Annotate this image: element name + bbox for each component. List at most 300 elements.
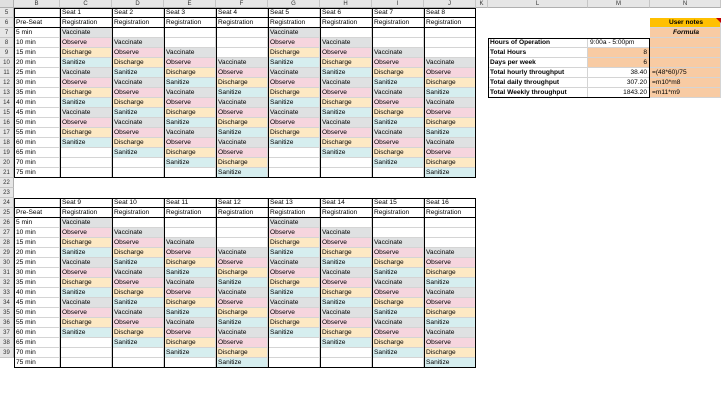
schedule-cell[interactable]: Discharge <box>268 278 320 288</box>
row-header-31[interactable]: 31 <box>0 268 14 278</box>
schedule-cell[interactable] <box>60 158 112 168</box>
schedule-cell[interactable]: Discharge <box>112 328 164 338</box>
schedule-cell[interactable]: Vaccinate <box>424 58 476 68</box>
schedule-cell[interactable]: Observe <box>372 98 424 108</box>
schedule-cell[interactable]: Sanitize <box>372 268 424 278</box>
schedule-cell[interactable]: Vaccinate <box>372 128 424 138</box>
schedule-cell[interactable]: Discharge <box>320 328 372 338</box>
schedule-cell[interactable]: Vaccinate <box>424 328 476 338</box>
row-header-22[interactable]: 22 <box>0 178 14 188</box>
schedule-cell[interactable]: Discharge <box>60 278 112 288</box>
schedule-cell[interactable]: Observe <box>268 308 320 318</box>
seat-header[interactable]: Seat 15 <box>372 198 424 208</box>
schedule-cell[interactable] <box>216 48 268 58</box>
schedule-cell[interactable]: Sanitize <box>268 328 320 338</box>
schedule-cell[interactable]: Registration <box>320 208 372 218</box>
schedule-cell[interactable]: Vaccinate <box>216 138 268 148</box>
schedule-cell[interactable]: Discharge <box>372 68 424 78</box>
schedule-cell[interactable]: Registration <box>216 18 268 28</box>
schedule-cell[interactable]: Discharge <box>424 118 476 128</box>
schedule-cell[interactable]: Sanitize <box>112 258 164 268</box>
schedule-cell[interactable]: Observe <box>112 88 164 98</box>
summary-value[interactable]: 8 <box>588 48 650 58</box>
schedule-cell[interactable]: Observe <box>372 288 424 298</box>
schedule-cell[interactable]: Observe <box>216 298 268 308</box>
schedule-cell[interactable] <box>60 338 112 348</box>
schedule-cell[interactable]: Vaccinate <box>320 38 372 48</box>
schedule-cell[interactable] <box>372 28 424 38</box>
schedule-cell[interactable]: Sanitize <box>112 148 164 158</box>
column-header-m[interactable]: M <box>588 0 650 8</box>
time-slot-cell[interactable]: 30 min <box>14 268 60 278</box>
schedule-cell[interactable] <box>268 148 320 158</box>
schedule-cell[interactable]: Vaccinate <box>424 248 476 258</box>
row-header-37[interactable]: 37 <box>0 328 14 338</box>
schedule-cell[interactable]: Vaccinate <box>60 108 112 118</box>
summary-value[interactable]: 307.20 <box>588 78 650 88</box>
schedule-cell[interactable]: Observe <box>320 238 372 248</box>
row-header-27[interactable]: 27 <box>0 228 14 238</box>
summary-label[interactable]: Hours of Operation <box>488 38 588 48</box>
schedule-cell[interactable]: Sanitize <box>320 338 372 348</box>
schedule-cell[interactable]: Sanitize <box>372 308 424 318</box>
schedule-cell[interactable]: Registration <box>164 18 216 28</box>
schedule-cell[interactable]: Sanitize <box>424 358 476 368</box>
summary-formula[interactable]: =m10*m8 <box>650 78 721 88</box>
schedule-cell[interactable]: Vaccinate <box>112 228 164 238</box>
row-header-35[interactable]: 35 <box>0 308 14 318</box>
schedule-cell[interactable] <box>216 228 268 238</box>
schedule-cell[interactable]: Registration <box>268 208 320 218</box>
schedule-cell[interactable]: Sanitize <box>60 328 112 338</box>
time-slot-cell[interactable]: 50 min <box>14 118 60 128</box>
schedule-cell[interactable] <box>112 348 164 358</box>
schedule-cell[interactable] <box>424 228 476 238</box>
schedule-cell[interactable]: Vaccinate <box>60 28 112 38</box>
schedule-cell[interactable]: Observe <box>268 268 320 278</box>
time-slot-cell[interactable]: 45 min <box>14 108 60 118</box>
schedule-cell[interactable]: Sanitize <box>372 78 424 88</box>
schedule-cell[interactable]: Sanitize <box>424 128 476 138</box>
schedule-cell[interactable]: Discharge <box>268 88 320 98</box>
seat-header[interactable]: Seat 16 <box>424 198 476 208</box>
row-header-34[interactable]: 34 <box>0 298 14 308</box>
schedule-cell[interactable]: Sanitize <box>164 78 216 88</box>
seat-header[interactable]: Seat 10 <box>112 198 164 208</box>
schedule-cell[interactable]: Vaccinate <box>268 28 320 38</box>
schedule-cell[interactable]: Observe <box>268 118 320 128</box>
schedule-cell[interactable]: Sanitize <box>372 158 424 168</box>
seat-header[interactable]: Seat 14 <box>320 198 372 208</box>
schedule-cell[interactable] <box>112 158 164 168</box>
schedule-cell[interactable]: Vaccinate <box>268 298 320 308</box>
schedule-cell[interactable] <box>112 28 164 38</box>
schedule-cell[interactable]: Vaccinate <box>112 268 164 278</box>
summary-formula[interactable]: =(48*60)/75 <box>650 68 721 78</box>
column-header-i[interactable]: I <box>372 0 424 8</box>
schedule-cell[interactable]: Discharge <box>372 258 424 268</box>
row-header-32[interactable]: 32 <box>0 278 14 288</box>
schedule-cell[interactable]: Registration <box>216 208 268 218</box>
time-slot-cell[interactable]: 50 min <box>14 308 60 318</box>
schedule-cell[interactable]: Vaccinate <box>164 48 216 58</box>
schedule-cell[interactable]: Observe <box>60 228 112 238</box>
time-slot-cell[interactable]: 55 min <box>14 128 60 138</box>
schedule-cell[interactable]: Sanitize <box>112 108 164 118</box>
schedule-cell[interactable]: Observe <box>164 98 216 108</box>
summary-label[interactable]: Total hourly throughput <box>488 68 588 78</box>
time-slot-cell[interactable]: 65 min <box>14 338 60 348</box>
schedule-cell[interactable]: Discharge <box>320 138 372 148</box>
schedule-cell[interactable]: Sanitize <box>424 278 476 288</box>
row-header-30[interactable]: 30 <box>0 258 14 268</box>
schedule-cell[interactable]: Discharge <box>164 298 216 308</box>
user-notes-header[interactable]: User notes <box>650 18 721 28</box>
time-slot-cell[interactable]: 35 min <box>14 278 60 288</box>
schedule-cell[interactable]: Discharge <box>164 148 216 158</box>
row-header-14[interactable]: 14 <box>0 98 14 108</box>
schedule-cell[interactable]: Vaccinate <box>216 328 268 338</box>
seat-header[interactable]: Seat 4 <box>216 8 268 18</box>
schedule-cell[interactable]: Vaccinate <box>424 98 476 108</box>
schedule-cell[interactable]: Vaccinate <box>372 88 424 98</box>
schedule-cell[interactable]: Sanitize <box>320 68 372 78</box>
schedule-cell[interactable]: Discharge <box>112 98 164 108</box>
schedule-cell[interactable]: Discharge <box>372 148 424 158</box>
schedule-cell[interactable]: Observe <box>112 48 164 58</box>
schedule-cell[interactable]: Observe <box>164 58 216 68</box>
schedule-cell[interactable]: Vaccinate <box>216 248 268 258</box>
schedule-cell[interactable]: Discharge <box>320 248 372 258</box>
schedule-cell[interactable]: Observe <box>320 318 372 328</box>
schedule-cell[interactable]: Observe <box>372 58 424 68</box>
schedule-cell[interactable]: Discharge <box>164 108 216 118</box>
schedule-cell[interactable]: Observe <box>216 148 268 158</box>
schedule-cell[interactable]: Discharge <box>268 318 320 328</box>
schedule-cell[interactable]: Observe <box>424 68 476 78</box>
schedule-cell[interactable]: Observe <box>216 258 268 268</box>
schedule-cell[interactable]: Sanitize <box>112 298 164 308</box>
select-all-corner[interactable] <box>0 0 14 8</box>
schedule-cell[interactable] <box>60 348 112 358</box>
schedule-cell[interactable]: Discharge <box>268 128 320 138</box>
row-header-11[interactable]: 11 <box>0 68 14 78</box>
schedule-cell[interactable] <box>424 28 476 38</box>
time-slot-cell[interactable]: 5 min <box>14 28 60 38</box>
row-header-38[interactable]: 38 <box>0 338 14 348</box>
schedule-cell[interactable]: Discharge <box>164 68 216 78</box>
schedule-cell[interactable]: Discharge <box>424 308 476 318</box>
row-header-25[interactable]: 25 <box>0 208 14 218</box>
schedule-cell[interactable]: Observe <box>112 278 164 288</box>
schedule-cell[interactable]: Discharge <box>268 238 320 248</box>
summary-value[interactable]: 6 <box>588 58 650 68</box>
schedule-cell[interactable]: Observe <box>424 148 476 158</box>
schedule-cell[interactable]: Vaccinate <box>164 238 216 248</box>
row-header-29[interactable]: 29 <box>0 248 14 258</box>
row-header-17[interactable]: 17 <box>0 128 14 138</box>
schedule-cell[interactable]: Vaccinate <box>112 308 164 318</box>
seat-header[interactable]: Seat 13 <box>268 198 320 208</box>
column-header-k[interactable]: K <box>476 0 488 8</box>
schedule-cell[interactable]: Observe <box>164 248 216 258</box>
column-header-g[interactable]: G <box>268 0 320 8</box>
schedule-cell[interactable] <box>424 218 476 228</box>
schedule-cell[interactable] <box>60 148 112 158</box>
schedule-cell[interactable] <box>320 158 372 168</box>
time-slot-cell[interactable]: 20 min <box>14 58 60 68</box>
schedule-cell[interactable]: Vaccinate <box>216 98 268 108</box>
row-header-24[interactable]: 24 <box>0 198 14 208</box>
summary-label[interactable]: Days per week <box>488 58 588 68</box>
row-header-16[interactable]: 16 <box>0 118 14 128</box>
schedule-cell[interactable]: Vaccinate <box>60 68 112 78</box>
schedule-cell[interactable]: Vaccinate <box>112 38 164 48</box>
schedule-cell[interactable] <box>424 238 476 248</box>
schedule-cell[interactable]: Observe <box>320 88 372 98</box>
schedule-cell[interactable]: Observe <box>164 328 216 338</box>
schedule-cell[interactable]: Sanitize <box>372 348 424 358</box>
schedule-cell[interactable]: Vaccinate <box>164 278 216 288</box>
schedule-cell[interactable] <box>164 38 216 48</box>
schedule-cell[interactable]: Observe <box>424 108 476 118</box>
schedule-cell[interactable]: Discharge <box>372 338 424 348</box>
seat-header[interactable]: Seat 11 <box>164 198 216 208</box>
schedule-cell[interactable]: Vaccinate <box>320 78 372 88</box>
time-slot-cell[interactable]: 25 min <box>14 258 60 268</box>
time-slot-cell[interactable]: 10 min <box>14 228 60 238</box>
schedule-cell[interactable]: Sanitize <box>424 318 476 328</box>
schedule-cell[interactable]: Registration <box>320 18 372 28</box>
schedule-cell[interactable]: Vaccinate <box>424 138 476 148</box>
schedule-cell[interactable]: Observe <box>60 78 112 88</box>
schedule-cell[interactable]: Vaccinate <box>216 288 268 298</box>
seat-header[interactable]: Seat 3 <box>164 8 216 18</box>
schedule-cell[interactable]: Vaccinate <box>372 48 424 58</box>
time-slot-cell[interactable]: 55 min <box>14 318 60 328</box>
schedule-cell[interactable]: Sanitize <box>268 138 320 148</box>
schedule-cell[interactable] <box>268 158 320 168</box>
schedule-cell[interactable] <box>372 218 424 228</box>
time-slot-cell[interactable]: 75 min <box>14 168 60 178</box>
time-slot-cell[interactable]: 15 min <box>14 48 60 58</box>
column-header-f[interactable]: F <box>216 0 268 8</box>
schedule-cell[interactable]: Discharge <box>112 138 164 148</box>
schedule-cell[interactable]: Sanitize <box>112 338 164 348</box>
schedule-cell[interactable]: Discharge <box>60 48 112 58</box>
schedule-cell[interactable] <box>320 28 372 38</box>
time-slot-cell[interactable]: 5 min <box>14 218 60 228</box>
schedule-cell[interactable]: Observe <box>60 38 112 48</box>
time-slot-cell[interactable]: Pre-Seat <box>14 208 60 218</box>
seat-header[interactable]: Seat 5 <box>268 8 320 18</box>
time-slot-cell[interactable]: 25 min <box>14 68 60 78</box>
row-header-8[interactable]: 8 <box>0 38 14 48</box>
schedule-cell[interactable]: Discharge <box>424 78 476 88</box>
row-header-21[interactable]: 21 <box>0 168 14 178</box>
schedule-cell[interactable]: Observe <box>216 108 268 118</box>
schedule-cell[interactable] <box>372 228 424 238</box>
schedule-cell[interactable]: Discharge <box>424 348 476 358</box>
schedule-cell[interactable]: Discharge <box>112 248 164 258</box>
schedule-cell[interactable]: Observe <box>372 138 424 148</box>
schedule-cell[interactable]: Observe <box>60 308 112 318</box>
schedule-cell[interactable]: Discharge <box>216 268 268 278</box>
column-header-d[interactable]: D <box>112 0 164 8</box>
schedule-cell[interactable]: Observe <box>424 338 476 348</box>
schedule-cell[interactable]: Vaccinate <box>164 318 216 328</box>
row-header-36[interactable]: 36 <box>0 318 14 328</box>
time-slot-cell[interactable]: 60 min <box>14 138 60 148</box>
schedule-cell[interactable]: Discharge <box>216 78 268 88</box>
row-header-28[interactable]: 28 <box>0 238 14 248</box>
schedule-cell[interactable]: Discharge <box>372 108 424 118</box>
comment-indicator-icon[interactable] <box>716 18 721 23</box>
schedule-cell[interactable] <box>268 348 320 358</box>
schedule-cell[interactable] <box>216 28 268 38</box>
schedule-cell[interactable]: Observe <box>216 68 268 78</box>
column-header-j[interactable]: J <box>424 0 476 8</box>
schedule-cell[interactable]: Observe <box>164 288 216 298</box>
schedule-cell[interactable]: Discharge <box>424 158 476 168</box>
schedule-cell[interactable]: Sanitize <box>164 268 216 278</box>
schedule-cell[interactable]: Vaccinate <box>164 88 216 98</box>
time-slot-cell[interactable]: 75 min <box>14 358 60 368</box>
schedule-cell[interactable]: Sanitize <box>164 348 216 358</box>
schedule-cell[interactable]: Discharge <box>60 238 112 248</box>
schedule-cell[interactable]: Sanitize <box>216 358 268 368</box>
schedule-cell[interactable] <box>216 38 268 48</box>
schedule-cell[interactable]: Registration <box>424 208 476 218</box>
schedule-cell[interactable]: Registration <box>424 18 476 28</box>
schedule-cell[interactable]: Observe <box>320 128 372 138</box>
schedule-cell[interactable]: Sanitize <box>60 248 112 258</box>
schedule-cell[interactable]: Sanitize <box>424 88 476 98</box>
summary-label[interactable]: Total Hours <box>488 48 588 58</box>
schedule-cell[interactable]: Vaccinate <box>372 278 424 288</box>
time-slot-cell[interactable]: 70 min <box>14 158 60 168</box>
schedule-cell[interactable] <box>268 338 320 348</box>
schedule-cell[interactable]: Sanitize <box>424 168 476 178</box>
schedule-cell[interactable]: Discharge <box>320 58 372 68</box>
schedule-cell[interactable] <box>164 218 216 228</box>
schedule-cell[interactable]: Sanitize <box>112 68 164 78</box>
schedule-cell[interactable]: Registration <box>112 208 164 218</box>
schedule-cell[interactable]: Vaccinate <box>112 78 164 88</box>
row-header-26[interactable]: 26 <box>0 218 14 228</box>
schedule-cell[interactable]: Observe <box>268 38 320 48</box>
schedule-cell[interactable]: Discharge <box>164 338 216 348</box>
time-slot-cell[interactable]: 40 min <box>14 98 60 108</box>
row-header-19[interactable]: 19 <box>0 148 14 158</box>
schedule-cell[interactable]: Vaccinate <box>60 298 112 308</box>
schedule-cell[interactable]: Sanitize <box>164 118 216 128</box>
schedule-cell[interactable] <box>164 228 216 238</box>
schedule-cell[interactable]: Discharge <box>320 288 372 298</box>
row-header-23[interactable]: 23 <box>0 188 14 198</box>
schedule-cell[interactable]: Vaccinate <box>372 318 424 328</box>
schedule-cell[interactable]: Observe <box>216 338 268 348</box>
schedule-cell[interactable]: Vaccinate <box>268 108 320 118</box>
schedule-cell[interactable]: Vaccinate <box>60 258 112 268</box>
row-header-9[interactable]: 9 <box>0 48 14 58</box>
schedule-cell[interactable]: Observe <box>424 258 476 268</box>
schedule-cell[interactable]: Observe <box>60 118 112 128</box>
schedule-cell[interactable] <box>372 38 424 48</box>
schedule-cell[interactable]: Vaccinate <box>164 128 216 138</box>
schedule-cell[interactable] <box>424 48 476 58</box>
schedule-cell[interactable]: Sanitize <box>268 248 320 258</box>
schedule-cell[interactable]: Discharge <box>112 58 164 68</box>
schedule-cell[interactable]: Discharge <box>216 348 268 358</box>
schedule-cell[interactable]: Vaccinate <box>268 258 320 268</box>
column-header-n[interactable]: N <box>650 0 721 8</box>
schedule-cell[interactable] <box>320 348 372 358</box>
schedule-cell[interactable]: Observe <box>164 138 216 148</box>
schedule-cell[interactable] <box>112 218 164 228</box>
schedule-cell[interactable]: Discharge <box>424 268 476 278</box>
schedule-cell[interactable]: Registration <box>60 18 112 28</box>
schedule-cell[interactable]: Registration <box>60 208 112 218</box>
schedule-cell[interactable]: Vaccinate <box>112 118 164 128</box>
row-header-13[interactable]: 13 <box>0 88 14 98</box>
schedule-cell[interactable]: Discharge <box>60 128 112 138</box>
schedule-cell[interactable]: Discharge <box>372 298 424 308</box>
seat-header[interactable]: Seat 8 <box>424 8 476 18</box>
schedule-cell[interactable]: Vaccinate <box>268 68 320 78</box>
summary-formula[interactable]: =m11*m9 <box>650 88 721 98</box>
seat-header[interactable]: Seat 12 <box>216 198 268 208</box>
schedule-cell[interactable]: Vaccinate <box>424 288 476 298</box>
summary-value[interactable]: 38.40 <box>588 68 650 78</box>
seat-header[interactable]: Seat 7 <box>372 8 424 18</box>
seat-header[interactable]: Seat 1 <box>60 8 112 18</box>
schedule-cell[interactable]: Sanitize <box>164 308 216 318</box>
column-header-c[interactable]: C <box>60 0 112 8</box>
time-slot-cell[interactable]: 60 min <box>14 328 60 338</box>
time-slot-cell[interactable]: 20 min <box>14 248 60 258</box>
schedule-cell[interactable]: Sanitize <box>216 88 268 98</box>
schedule-cell[interactable]: Discharge <box>216 118 268 128</box>
time-slot-cell[interactable]: 40 min <box>14 288 60 298</box>
schedule-cell[interactable]: Discharge <box>112 288 164 298</box>
schedule-cell[interactable]: Discharge <box>216 308 268 318</box>
seat-header[interactable]: Seat 6 <box>320 8 372 18</box>
schedule-cell[interactable]: Observe <box>112 128 164 138</box>
schedule-cell[interactable] <box>164 28 216 38</box>
schedule-cell[interactable]: Discharge <box>60 88 112 98</box>
schedule-cell[interactable]: Sanitize <box>320 298 372 308</box>
schedule-cell[interactable]: Vaccinate <box>372 238 424 248</box>
schedule-cell[interactable]: Sanitize <box>268 288 320 298</box>
schedule-cell[interactable]: Vaccinate <box>60 218 112 228</box>
row-header-20[interactable]: 20 <box>0 158 14 168</box>
summary-formula[interactable] <box>650 38 721 48</box>
schedule-cell[interactable] <box>216 238 268 248</box>
time-slot-cell[interactable]: 15 min <box>14 238 60 248</box>
column-header-h[interactable]: H <box>320 0 372 8</box>
summary-label[interactable]: Total Weekly throughput <box>488 88 588 98</box>
schedule-cell[interactable]: Discharge <box>268 48 320 58</box>
schedule-cell[interactable]: Sanitize <box>60 58 112 68</box>
row-header-15[interactable]: 15 <box>0 108 14 118</box>
column-header-b[interactable]: B <box>14 0 60 8</box>
schedule-cell[interactable]: Observe <box>112 238 164 248</box>
schedule-cell[interactable]: Discharge <box>60 318 112 328</box>
time-slot-cell[interactable]: 45 min <box>14 298 60 308</box>
schedule-cell[interactable]: Sanitize <box>216 128 268 138</box>
summary-label[interactable]: Total daily throughput <box>488 78 588 88</box>
